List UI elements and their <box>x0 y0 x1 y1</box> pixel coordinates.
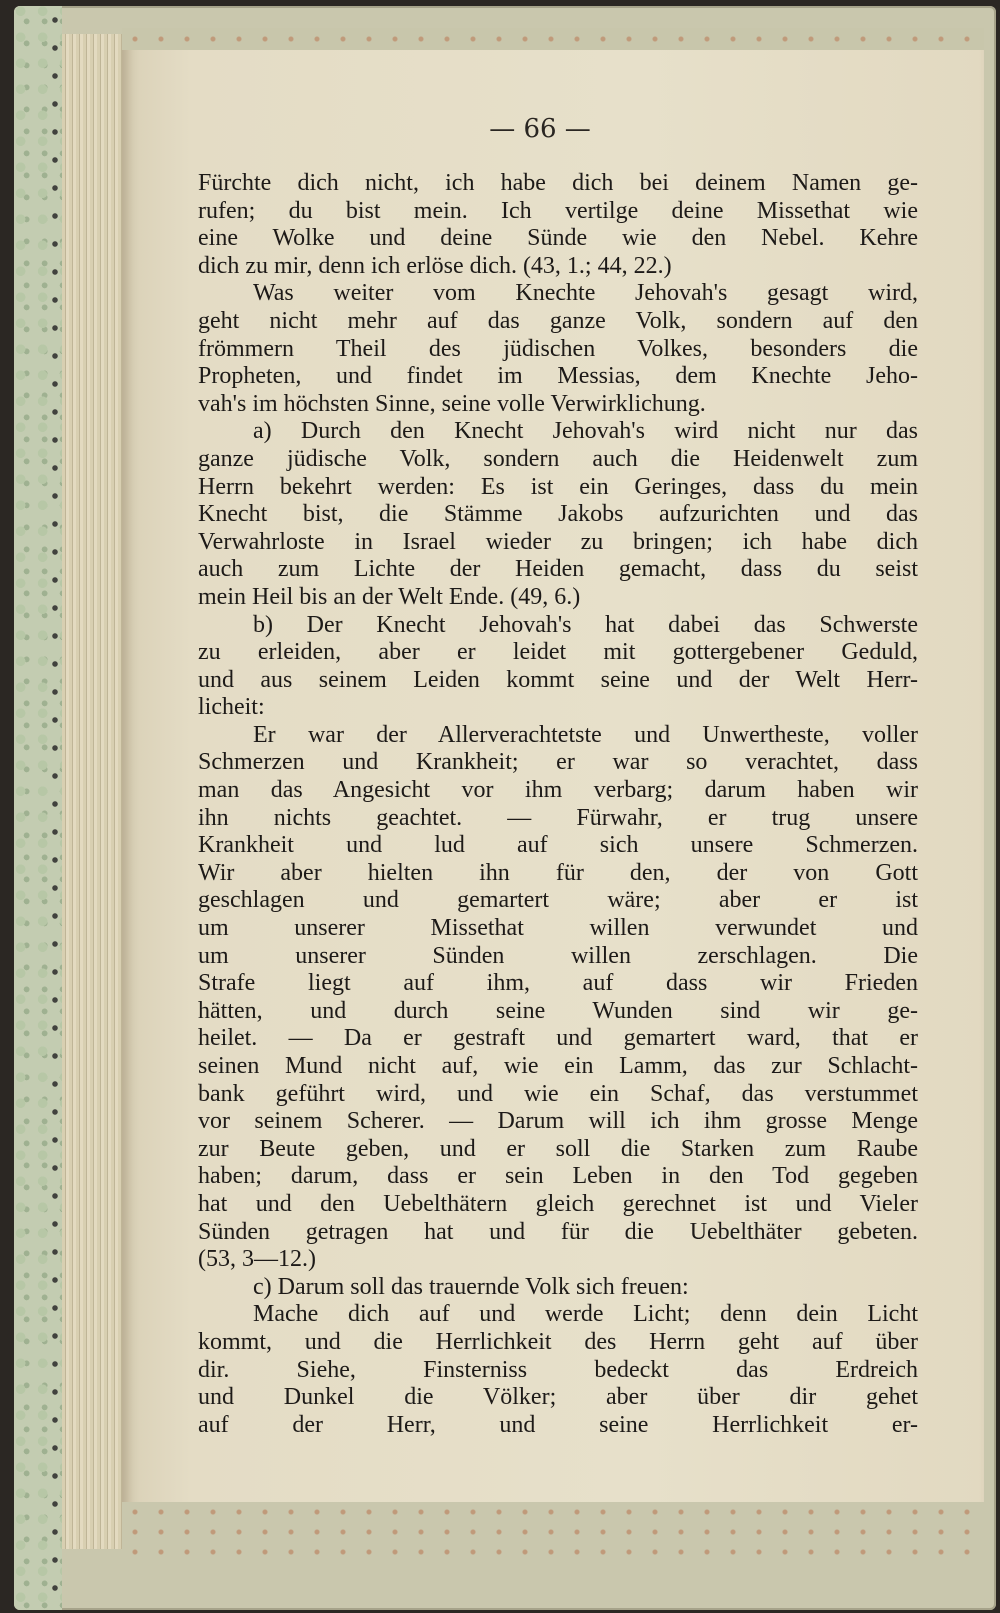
text-line: Krankheit und lud auf sich unsere Schmerzen. <box>198 832 918 859</box>
text-line: Wir aber hielten ihn für den, der von Gott <box>198 859 918 886</box>
text-line: (53, 3—12.) <box>198 1246 316 1273</box>
text-line: Was weiter vom Knechte Jehovah's gesagt wird, <box>253 280 918 307</box>
text-line: kommt, und die Herrlichkeit des Herrn geht auf über <box>198 1328 918 1355</box>
text-line: Herrn bekehrt werden: Es ist ein Geringes, dass du mein <box>198 473 918 500</box>
text-line: geschlagen und gemartert wäre; aber er ist <box>198 887 918 914</box>
text-line: geht nicht mehr auf das ganze Volk, sondern auf den <box>198 307 918 334</box>
text-line: heilet. — Da er gestraft und gemartert ward, that er <box>198 1025 918 1052</box>
text-line: a) Durch den Knecht Jehovah's wird nicht nur das <box>253 418 918 445</box>
text-line: man das Angesicht vor ihm verbarg; darum haben wir <box>198 777 918 804</box>
text-line: dich zu mir, denn ich erlöse dich. (43, 1.; 44, 22.) <box>198 252 672 279</box>
text-line: Verwahrloste in Israel wieder zu bringen; ich habe dich <box>198 528 918 555</box>
cover-dot-pattern <box>48 6 62 1610</box>
text-line: Sünden getragen hat und für die Uebelthäter gebeten. <box>198 1218 918 1245</box>
text-line: ganze jüdische Volk, sondern auch die Heidenwelt zum <box>198 445 918 472</box>
text-line: und Dunkel die Völker; aber über dir gehet <box>198 1384 918 1411</box>
text-line: frömmern Theil des jüdischen Volkes, besonders die <box>198 335 918 362</box>
page-top-border <box>122 28 984 50</box>
text-line: und aus seinem Leiden kommt seine und der Welt Herr- <box>198 666 918 693</box>
text-line: hätten, und durch seine Wunden sind wir ge- <box>198 997 918 1024</box>
text-line: Schmerzen und Krankheit; er war so verachtet, dass <box>198 749 918 776</box>
text-line: b) Der Knecht Jehovah's hat dabei das Schwerste <box>253 611 918 638</box>
text-line: Er war der Allerverachtetste und Unwertheste, voller <box>253 721 918 748</box>
text-line: auf der Herr, und seine Herrlichkeit er- <box>198 1411 918 1438</box>
text-line: ihn nichts geachtet. — Fürwahr, er trug unsere <box>198 804 918 831</box>
text-line: vor seinem Scherer. — Darum will ich ihm grosse Menge <box>198 1108 918 1135</box>
text-line: Propheten, und findet im Messias, dem Knechte Jeho- <box>198 363 918 390</box>
text-line: bank geführt wird, und wie ein Schaf, das verstummet <box>198 1080 918 1107</box>
text-line: um unserer Missethat willen verwundet und <box>198 915 918 942</box>
text-line: c) Darum soll das trauernde Volk sich freuen: <box>253 1273 689 1300</box>
text-line: Strafe liegt auf ihm, auf dass wir Frieden <box>198 970 918 997</box>
text-line: dir. Siehe, Finsterniss bedeckt das Erdreich <box>198 1356 918 1383</box>
text-line: auch zum Lichte der Heiden gemacht, dass du seist <box>198 556 918 583</box>
text-line: um unserer Sünden willen zerschlagen. Die <box>198 942 918 969</box>
text-line: zur Beute geben, und er soll die Starken zum Raube <box>198 1135 918 1162</box>
text-line: Fürchte dich nicht, ich habe dich bei deinem Namen ge- <box>198 170 918 196</box>
text-line: Mache dich auf und werde Licht; denn dein Licht <box>253 1301 918 1328</box>
text-line: vah's im höchsten Sinne, seine volle Verwirklichung. <box>198 390 706 417</box>
page-edges <box>62 34 122 1549</box>
page-number: — 66 — <box>489 114 591 144</box>
text-line: seinen Mund nicht auf, wie ein Lamm, das zur Schlacht- <box>198 1053 918 1079</box>
text-line: zu erleiden, aber er leidet mit gottergebener Geduld, <box>198 639 918 666</box>
text-line: hat und den Uebelthätern gleich gerechnet ist und Vieler <box>198 1190 918 1217</box>
body-text <box>198 170 918 1439</box>
text-line: eine Wolke und deine Sünde wie den Nebel. Kehre <box>198 225 918 252</box>
text-line: licheit: <box>198 694 265 721</box>
text-line: rufen; du bist mein. Ich vertilge deine Missethat wie <box>198 197 918 224</box>
text-line: mein Heil bis an der Welt Ende. (49, 6.) <box>198 583 581 610</box>
text-line: haben; darum, dass er sein Leben in den Tod gegeben <box>198 1163 918 1190</box>
page-bottom-border <box>122 1502 984 1556</box>
text-line: Knecht bist, die Stämme Jakobs aufzurichten und das <box>198 501 918 528</box>
